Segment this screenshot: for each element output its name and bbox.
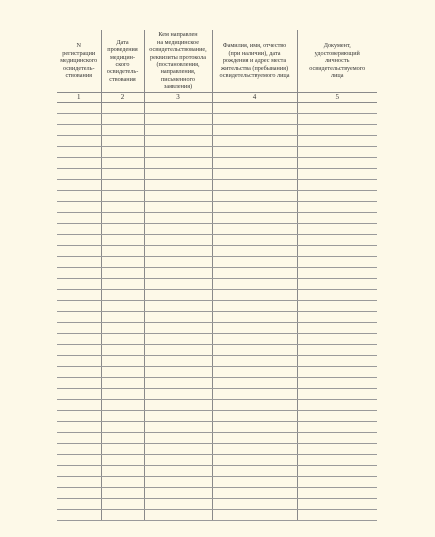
table-cell — [101, 235, 144, 246]
table-cell — [297, 147, 377, 158]
table-cell — [212, 235, 297, 246]
table-cell — [101, 180, 144, 191]
col-number-3: 3 — [144, 93, 212, 103]
table-cell — [212, 378, 297, 389]
table-cell — [297, 268, 377, 279]
table-cell — [144, 367, 212, 378]
table-cell — [144, 466, 212, 477]
table-cell — [144, 180, 212, 191]
table-cell — [212, 257, 297, 268]
table-cell — [144, 356, 212, 367]
table-cell — [297, 103, 377, 114]
table-row — [57, 180, 377, 191]
table-cell — [57, 257, 101, 268]
table-cell — [297, 235, 377, 246]
table-cell — [144, 334, 212, 345]
table-cell — [57, 411, 101, 422]
table-cell — [101, 125, 144, 136]
table-cell — [297, 422, 377, 433]
table-cell — [101, 411, 144, 422]
table-cell — [297, 290, 377, 301]
table-row — [57, 169, 377, 180]
table-cell — [144, 279, 212, 290]
column-number-row — [57, 93, 377, 103]
table-row — [57, 301, 377, 312]
table-cell — [101, 224, 144, 235]
table-cell — [101, 213, 144, 224]
table-row — [57, 125, 377, 136]
table-cell — [212, 147, 297, 158]
table-cell — [212, 169, 297, 180]
table-cell — [212, 158, 297, 169]
table-row — [57, 411, 377, 422]
col-number-1: 1 — [57, 93, 101, 103]
table-cell — [212, 477, 297, 488]
table-row — [57, 356, 377, 367]
table-row — [57, 114, 377, 125]
table-cell — [297, 301, 377, 312]
table-row — [57, 477, 377, 488]
table-row — [57, 455, 377, 466]
table-cell — [212, 125, 297, 136]
table-cell — [297, 455, 377, 466]
table-cell — [212, 103, 297, 114]
table-cell — [57, 466, 101, 477]
table-row — [57, 345, 377, 356]
col-header-identity-document: Документ, удостоверяющий личность освидетельствуемого лица — [297, 30, 377, 93]
table-cell — [101, 367, 144, 378]
table-row — [57, 488, 377, 499]
table-cell — [144, 510, 212, 521]
header-row — [57, 30, 377, 93]
table-cell — [297, 378, 377, 389]
table-cell — [144, 400, 212, 411]
table-cell — [297, 389, 377, 400]
table-row — [57, 510, 377, 521]
table-cell — [212, 389, 297, 400]
table-cell — [144, 389, 212, 400]
table-cell — [101, 422, 144, 433]
col-number-2: 2 — [101, 93, 144, 103]
table-cell — [144, 103, 212, 114]
table-cell — [212, 367, 297, 378]
table-cell — [101, 169, 144, 180]
table-row — [57, 103, 377, 114]
table-cell — [297, 323, 377, 334]
table-cell — [297, 246, 377, 257]
table-cell — [57, 510, 101, 521]
table-cell — [101, 499, 144, 510]
table-cell — [297, 444, 377, 455]
table-cell — [101, 103, 144, 114]
table-cell — [297, 257, 377, 268]
table-cell — [101, 191, 144, 202]
table-cell — [212, 411, 297, 422]
table-cell — [144, 290, 212, 301]
col-header-referred-by: Кем направлен на медицинское освидетельствование, реквизиты протокола (постановления, направления, письменного заявления) — [144, 30, 212, 93]
table-cell — [144, 191, 212, 202]
table-row — [57, 466, 377, 477]
table-cell — [57, 422, 101, 433]
table-cell — [212, 180, 297, 191]
table-cell — [57, 345, 101, 356]
table-cell — [212, 422, 297, 433]
table-cell — [212, 510, 297, 521]
table-cell — [101, 268, 144, 279]
registration-journal-table — [57, 30, 377, 521]
table-cell — [101, 389, 144, 400]
table-cell — [144, 433, 212, 444]
table-cell — [212, 356, 297, 367]
table-cell — [297, 334, 377, 345]
table-cell — [101, 202, 144, 213]
table-cell — [297, 477, 377, 488]
table-cell — [297, 114, 377, 125]
col-number-5: 5 — [297, 93, 377, 103]
table-cell — [297, 169, 377, 180]
table-cell — [144, 158, 212, 169]
table-cell — [57, 400, 101, 411]
table-cell — [144, 147, 212, 158]
table-cell — [101, 301, 144, 312]
table-cell — [57, 499, 101, 510]
table-row — [57, 312, 377, 323]
table-cell — [212, 444, 297, 455]
table-cell — [57, 290, 101, 301]
table-cell — [144, 422, 212, 433]
table-cell — [101, 378, 144, 389]
table-cell — [57, 125, 101, 136]
table-cell — [297, 367, 377, 378]
table-cell — [57, 334, 101, 345]
table-cell — [144, 477, 212, 488]
journal-body — [57, 103, 377, 521]
col-header-exam-date: Дата проведения медицин- ского освидетель- ствования — [101, 30, 144, 93]
table-row — [57, 147, 377, 158]
table-cell — [101, 488, 144, 499]
table-cell — [297, 279, 377, 290]
table-cell — [101, 466, 144, 477]
table-cell — [57, 323, 101, 334]
table-cell — [212, 400, 297, 411]
table-cell — [144, 213, 212, 224]
table-cell — [57, 224, 101, 235]
table-cell — [297, 312, 377, 323]
table-cell — [101, 147, 144, 158]
table-row — [57, 334, 377, 345]
table-cell — [101, 136, 144, 147]
table-cell — [101, 334, 144, 345]
table-cell — [297, 400, 377, 411]
table-cell — [144, 224, 212, 235]
table-row — [57, 499, 377, 510]
table-cell — [57, 103, 101, 114]
table-row — [57, 235, 377, 246]
table-cell — [144, 411, 212, 422]
table-cell — [144, 125, 212, 136]
table-cell — [101, 323, 144, 334]
table-cell — [144, 136, 212, 147]
table-cell — [57, 301, 101, 312]
table-cell — [297, 158, 377, 169]
table-cell — [212, 455, 297, 466]
table-cell — [144, 268, 212, 279]
table-cell — [57, 246, 101, 257]
table-cell — [212, 323, 297, 334]
table-cell — [101, 312, 144, 323]
table-cell — [101, 257, 144, 268]
table-cell — [57, 389, 101, 400]
table-cell — [297, 411, 377, 422]
table-cell — [101, 477, 144, 488]
col-header-person-details: Фамилия, имя, отчество (при наличии), дата рождения и адрес места жительства (пребывания) освидетельствуемого лица — [212, 30, 297, 93]
table-cell — [57, 136, 101, 147]
table-row — [57, 224, 377, 235]
table-cell — [144, 488, 212, 499]
table-cell — [297, 224, 377, 235]
table-cell — [57, 147, 101, 158]
table-row — [57, 378, 377, 389]
table-cell — [101, 356, 144, 367]
table-row — [57, 213, 377, 224]
table-cell — [297, 180, 377, 191]
table-cell — [212, 213, 297, 224]
table-cell — [297, 466, 377, 477]
col-header-registration-number: N регистрации медицинского освидетель- ствования — [57, 30, 101, 93]
table-cell — [57, 180, 101, 191]
table-cell — [57, 367, 101, 378]
table-row — [57, 422, 377, 433]
table-cell — [57, 213, 101, 224]
table-cell — [144, 114, 212, 125]
table-cell — [101, 114, 144, 125]
table-cell — [101, 433, 144, 444]
table-cell — [212, 279, 297, 290]
table-cell — [297, 488, 377, 499]
table-cell — [57, 488, 101, 499]
table-cell — [212, 191, 297, 202]
col-number-4: 4 — [212, 93, 297, 103]
table-cell — [57, 202, 101, 213]
table-row — [57, 202, 377, 213]
table-cell — [144, 202, 212, 213]
table-cell — [144, 444, 212, 455]
table-cell — [144, 169, 212, 180]
table-cell — [297, 345, 377, 356]
table-cell — [297, 213, 377, 224]
table-row — [57, 389, 377, 400]
table-cell — [212, 202, 297, 213]
table-cell — [212, 312, 297, 323]
table-cell — [144, 455, 212, 466]
table-cell — [101, 279, 144, 290]
table-row — [57, 433, 377, 444]
table-row — [57, 191, 377, 202]
table-cell — [57, 114, 101, 125]
table-cell — [144, 246, 212, 257]
table-cell — [101, 246, 144, 257]
table-row — [57, 367, 377, 378]
table-cell — [57, 356, 101, 367]
table-cell — [212, 466, 297, 477]
table-cell — [57, 235, 101, 246]
table-cell — [101, 400, 144, 411]
table-cell — [144, 499, 212, 510]
table-cell — [101, 455, 144, 466]
table-cell — [57, 455, 101, 466]
table-cell — [212, 114, 297, 125]
table-cell — [212, 268, 297, 279]
table-cell — [57, 312, 101, 323]
table-cell — [297, 191, 377, 202]
table-row — [57, 279, 377, 290]
table-cell — [212, 345, 297, 356]
table-cell — [101, 345, 144, 356]
table-cell — [57, 444, 101, 455]
table-row — [57, 268, 377, 279]
table-cell — [144, 378, 212, 389]
table-cell — [57, 169, 101, 180]
table-cell — [297, 499, 377, 510]
table-cell — [144, 235, 212, 246]
table-row — [57, 257, 377, 268]
table-cell — [101, 444, 144, 455]
table-cell — [212, 334, 297, 345]
table-cell — [144, 345, 212, 356]
table-cell — [297, 125, 377, 136]
table-cell — [212, 246, 297, 257]
table-cell — [57, 191, 101, 202]
table-row — [57, 290, 377, 301]
table-cell — [297, 510, 377, 521]
table-cell — [212, 136, 297, 147]
table-cell — [212, 433, 297, 444]
table-cell — [57, 433, 101, 444]
table-cell — [212, 301, 297, 312]
table-cell — [57, 268, 101, 279]
table-row — [57, 400, 377, 411]
table-cell — [297, 356, 377, 367]
table-cell — [212, 224, 297, 235]
table-cell — [101, 158, 144, 169]
table-cell — [57, 158, 101, 169]
table-cell — [144, 257, 212, 268]
table-cell — [297, 136, 377, 147]
table-cell — [101, 510, 144, 521]
table-row — [57, 246, 377, 257]
table-cell — [57, 477, 101, 488]
table-cell — [212, 290, 297, 301]
table-cell — [101, 290, 144, 301]
table-cell — [57, 279, 101, 290]
table-cell — [212, 499, 297, 510]
table-row — [57, 323, 377, 334]
table-cell — [144, 323, 212, 334]
table-row — [57, 136, 377, 147]
table-cell — [144, 301, 212, 312]
journal-grid — [57, 30, 377, 521]
table-cell — [297, 433, 377, 444]
table-row — [57, 444, 377, 455]
table-cell — [144, 312, 212, 323]
table-cell — [57, 378, 101, 389]
table-cell — [212, 488, 297, 499]
table-cell — [297, 202, 377, 213]
table-row — [57, 158, 377, 169]
